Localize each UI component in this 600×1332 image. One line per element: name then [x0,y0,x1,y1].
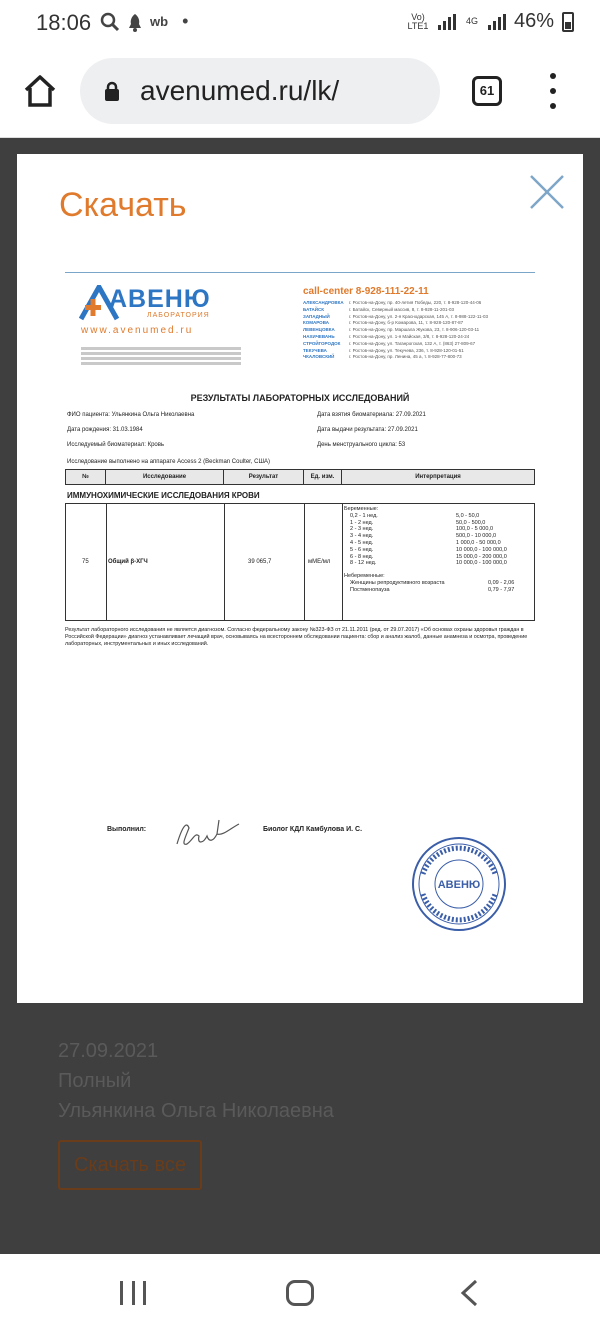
battery-percent: 46% [513,10,554,32]
lock-icon [104,81,120,101]
wb-indicator: wb [150,14,169,29]
menu-icon[interactable] [546,73,560,109]
interp-row: 4 - 5 нед. 1 000,0 - 50 000,0 [350,539,501,546]
patient-name: ФИО пациента: Ульянкина Ольга Николаевна [67,412,195,418]
row-unit: мМЕ/мл [308,559,331,565]
branch-item: СТРОЙГОРОДОК г. Ростов-на-Дону, ул. Таганрогская, 132 А, т. (863) 27-809-67 [303,340,476,346]
home-icon[interactable] [22,73,58,109]
browser-toolbar [0,46,600,138]
col-test: Исследование [106,470,224,485]
clinic-stamp [409,834,509,934]
mute-icon [126,12,144,32]
sample-date: Дата взятия биоматериала: 27.09.2021 [317,412,426,418]
header-line [65,272,535,273]
branch-item: ЧКАЛОВСКИЙ г. Ростов-на-Дону, пр. Ленина, 45 а, т. 8-928-77-800-73 [303,354,462,360]
logo-subtitle: ЛАБОРАТОРИЯ [147,312,210,319]
col-num: № [66,470,106,485]
pregnant-header: Беременные: [344,506,379,512]
clinic-website: www.avenumed.ru [81,325,194,336]
row-num: 75 [82,559,89,565]
result-patient: Ульянкина Ольга Николаевна [58,1100,334,1122]
signal-icon-2 [488,14,506,30]
result-type: Полный [58,1070,132,1092]
branch-item: АЛЕКСАНДРОВКА г. Ростов-на-Дону, пр. 40-летия Победы, 220, т. 8-928-120-44-06 [303,300,482,305]
result-date: 27.09.2021 [58,1040,159,1062]
apparatus: Исследование выполнено на аппарате Access 2 (Beckman Coulter, США) [67,459,270,465]
interp-row: 3 - 4 нед. 500,0 - 10 000,0 [350,533,497,540]
interp-row: 0,2 - 1 нед. 5,0 - 50,0 [350,512,480,519]
results-table-header [65,469,535,485]
patient-birth: Дата рождения: 31.03.1984 [67,427,143,433]
tab-switcher-button[interactable]: 61 [472,76,502,106]
license-text [81,347,241,367]
status-left-icons [100,11,188,32]
branch-list [303,300,539,361]
issue-date: Дата выдачи результата: 27.09.2021 [317,427,418,433]
performed-label: Выполнил: [107,826,147,833]
lab-report-preview [65,269,539,679]
back-icon[interactable] [458,1278,480,1308]
modal-title[interactable]: Скачать [59,186,187,224]
interpretation [344,506,534,594]
status-bar [0,0,600,46]
clinic-logo [79,285,225,329]
interp-row: Постменопауза 0,79 - 7,97 [350,586,515,593]
search-icon [100,12,120,32]
stamp-text: АВЕНЮ [437,879,481,891]
address-bar[interactable] [80,58,440,124]
recent-apps-icon[interactable] [120,1281,146,1305]
home-button[interactable] [286,1280,314,1306]
row-result: 39 065,7 [248,559,272,565]
interp-row: 5 - 6 нед. 10 000,0 - 100 000,0 [350,546,507,553]
battery-icon [562,12,574,32]
4g-label: 4G [465,16,478,26]
call-center: call-center 8-928-111-22-11 [303,286,429,297]
lte-label: Vo) LTE1 [407,11,429,31]
col-unit: Ед. изм. [304,470,342,485]
report-title: РЕЗУЛЬТАТЫ ЛАБОРАТОРНЫХ ИССЛЕДОВАНИЙ [190,393,410,403]
interp-row: 8 - 12 нед. 10 000,0 - 100 000,0 [350,560,507,567]
url-text: avenumed.ru/lk/ [140,75,340,106]
logo-text: АВЕНЮ [109,285,211,313]
col-interp: Интерпретация [342,470,535,485]
nonpregnant-header: Небеременные: [344,573,385,580]
biomaterial: Исследуемый биоматериал: Кровь [67,442,165,448]
android-nav-bar [0,1254,600,1332]
biologist-name: Биолог КДЛ Камбулова И. С. [263,826,363,833]
branch-item: ЛЕВЕНЦОВКА г. Ростов-на-Дону, пр. Маршала Жукова, 23, т. 8-906-120-03-11 [303,327,480,333]
branch-item: БАТАЙСК г. Батайск, Северный массив, 8, т. 8-928-11-201-03 [303,306,455,312]
branch-item: НАХИЧЕВАНЬ г. Ростов-на-Дону, ул. 1-я Майская, 3/8, т. 8-928-120-24-24 [303,333,470,339]
section-title: ИММУНОХИМИЧЕСКИЕ ИССЛЕДОВАНИЯ КРОВИ [67,491,260,500]
interp-row: 6 - 8 нед. 15 000,0 - 200 000,0 [350,553,507,560]
signal-icon [438,14,456,30]
interp-row: Женщины репродуктивного возраста 0,09 - 2,06 [350,579,515,586]
branch-item: ЗАПАДНЫЙ г. Ростов-на-Дону, ул. 2-я Краснодарская, 145 А, т. 8-988-122-11-03 [303,313,489,319]
status-dot: • [182,11,189,31]
branch-item: ТЕКУЧЕВА г. Ростов-на-Дону, ул. Текучева, 236, т. 8-928-120-01-51 [303,347,464,353]
status-right [406,10,574,33]
disclaimer-text: Результат лабораторного исследования не является диагнозом. Согласно федеральному закону №323-ФЗ от 21.11.2011 (ред. от 29.07.2017) «Об основах охраны здоровья граждан в Российской Федерации» диагноз устанавливает лечащий врач, основываясь на всестороннем обследовании пациента: сбор и анализ жалоб, данные анамнеза и осмотра, проведение лабораторных, инструментальных и иных исследований. [65,627,528,647]
result-row [65,503,535,621]
download-modal [17,154,583,1003]
interp-row: 2 - 3 нед. 100,0 - 5 000,0 [350,526,494,533]
close-icon[interactable] [527,172,567,212]
col-result: Результат [224,470,304,485]
interp-row: 1 - 2 нед. 50,0 - 500,0 [350,519,486,526]
row-test: Общий β-ХГЧ [108,559,148,565]
status-time: 18:06 [36,10,92,35]
signature-image [173,814,243,854]
cycle-day: День менструального цикла: 53 [317,442,406,448]
download-all-button[interactable]: Скачать все [58,1140,202,1190]
branch-item: КОМАРОВА г. Ростов-на-Дону, б-р Комарова, 11, т. 8-928-120-87-87 [303,320,464,326]
